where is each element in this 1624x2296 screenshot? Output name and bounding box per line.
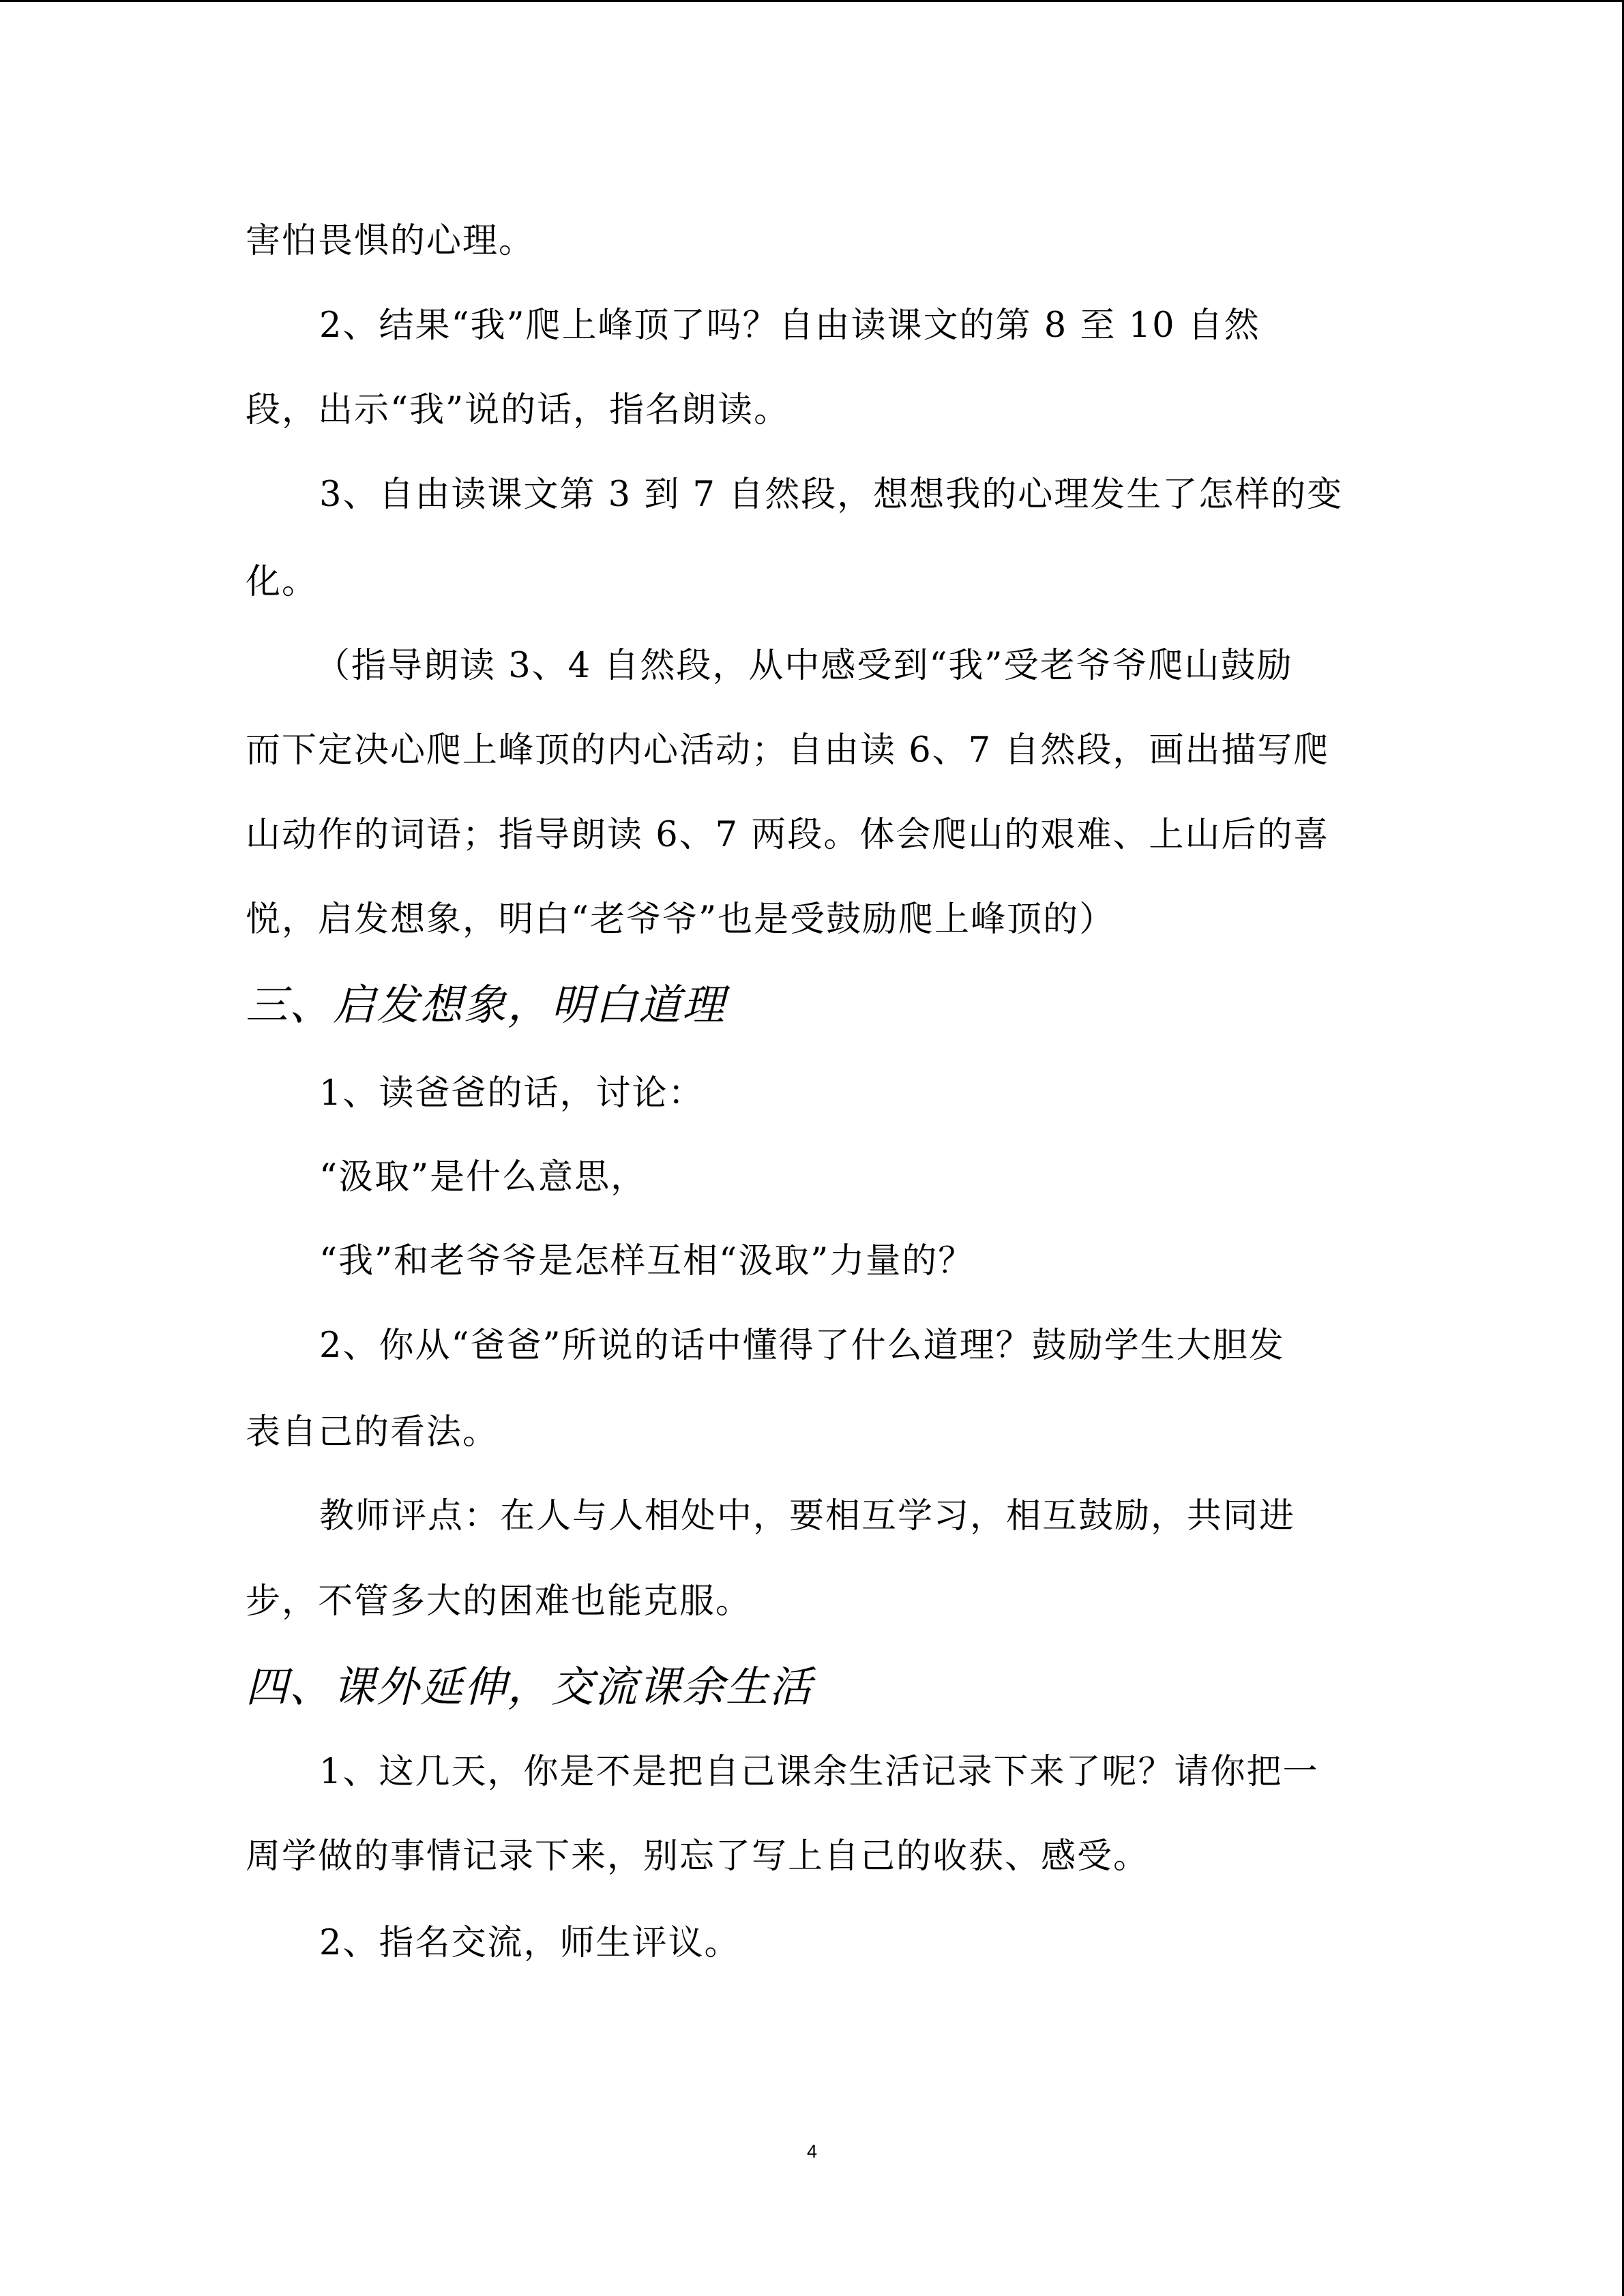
paragraph-line: 段，出示“我”说的话，指名朗读。 xyxy=(246,390,791,430)
paragraph-line: 教师评点：在人与人相处中，要相互学习，相互鼓励，共同进 xyxy=(319,1496,1296,1536)
paragraph-line: “汲取”是什么意思， xyxy=(319,1157,647,1197)
paragraph-line: 而下定决心爬上峰顶的内心活动；自由读 6、7 自然段，画出描写爬 xyxy=(246,730,1330,771)
paragraph-line: 1、读爸爸的话，讨论： xyxy=(319,1073,705,1114)
paragraph-line: （指导朗读 3、4 自然段，从中感受到“我”受老爷爷爬山鼓励 xyxy=(315,646,1293,686)
paragraph-line: 2、结果“我”爬上峰顶了吗？自由读课文的第 8 至 10 自然 xyxy=(319,305,1260,346)
section-heading: 三、启发想象，明白道理 xyxy=(246,980,726,1030)
paragraph-line: 2、你从“爸爸”所说的话中懂得了什么道理？鼓励学生大胆发 xyxy=(319,1326,1285,1366)
paragraph-line: 2、指名交流，师生评议。 xyxy=(319,1923,741,1963)
paragraph-line: 3、自由读课文第 3 到 7 自然段，想想我的心理发生了怎样的变 xyxy=(319,475,1344,515)
paragraph-line: 步，不管多大的困难也能克服。 xyxy=(246,1581,752,1622)
paragraph-line: 化。 xyxy=(246,562,319,602)
paragraph-line: 周学做的事情记录下来，别忘了写上自己的收获、感受。 xyxy=(246,1836,1150,1877)
page-number: 4 xyxy=(806,2141,818,2162)
paragraph-line: “我”和老爷爷是怎样互相“汲取”力量的？ xyxy=(319,1241,975,1281)
paragraph-line: 山动作的词语；指导朗读 6、7 两段。体会爬山的艰难、上山后的喜 xyxy=(246,815,1330,855)
paragraph-line: 悦，启发想象，明白“老爷爷”也是受鼓励爬上峰顶的） xyxy=(246,899,1116,940)
paragraph-line: 害怕畏惧的心理。 xyxy=(246,221,535,261)
paragraph-line: 1、这几天，你是不是把自己课余生活记录下来了呢？请你把一 xyxy=(319,1752,1319,1792)
section-heading: 四、课外延伸，交流课余生活 xyxy=(246,1662,814,1712)
paragraph-line: 表自己的看法。 xyxy=(246,1412,499,1452)
